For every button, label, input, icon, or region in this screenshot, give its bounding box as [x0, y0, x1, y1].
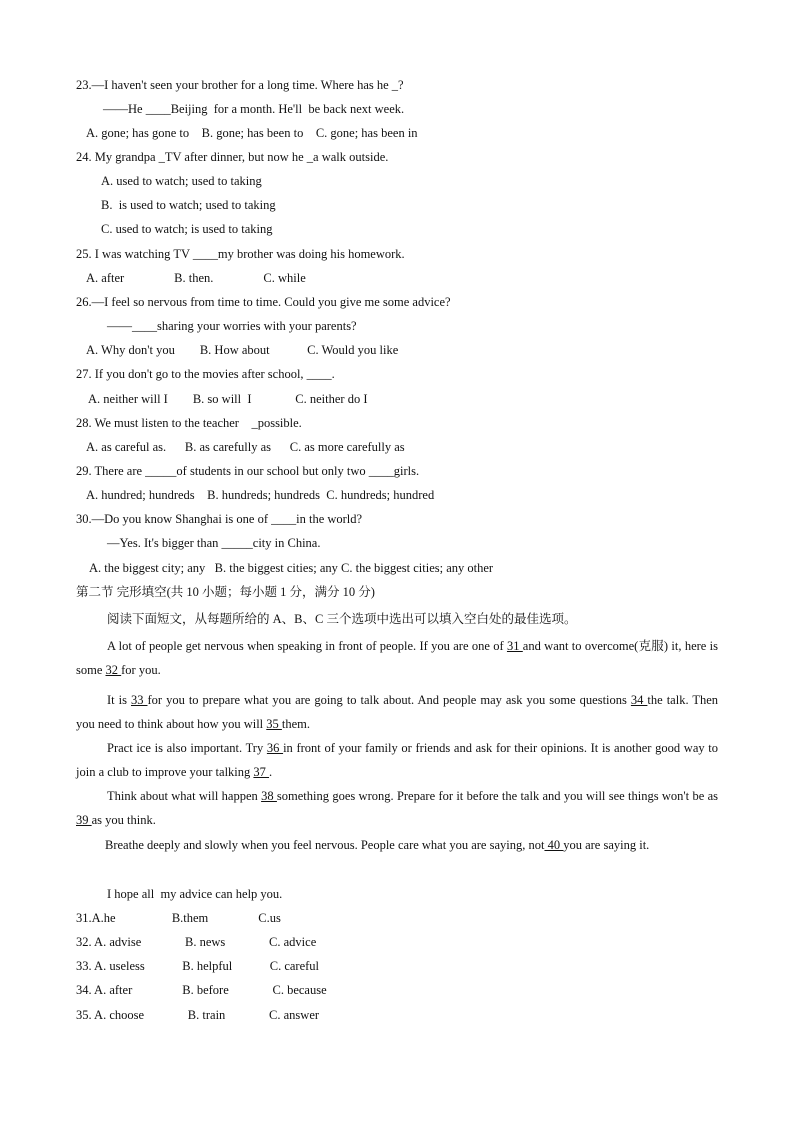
question-30-options: A. the biggest city; any B. the biggest cities; any C. the biggest cities; any other [89, 561, 494, 575]
blank-36: 36 [266, 741, 284, 755]
cloze-text: and want to overcome(克服) it, here is some [76, 639, 719, 677]
question-28-options: A. as careful as. B. as carefully as C. as more carefully as [86, 440, 405, 454]
question-29-stem: 29. There are _____of students in our school but only two ____girls. [76, 464, 420, 478]
question-24-option-c: C. used to watch; is used to taking [101, 222, 273, 236]
cloze-text: for you. [121, 663, 161, 677]
question-24-option-a: A. used to watch; used to taking [101, 174, 262, 188]
blank-38: 38 [261, 789, 277, 803]
cloze-paragraph-6: I hope all my advice can help you. [107, 887, 283, 901]
question-26-options: A. Why don't you B. How about C. Would you like [86, 343, 399, 357]
blank-39: 39 [76, 813, 92, 827]
blank-32: 32 [105, 663, 122, 677]
blank-34: 34 [630, 693, 648, 707]
cloze-text: for you to prepare what you are going to talk about. And people may ask you some questions [147, 693, 631, 707]
question-23-options: A. gone; has gone to B. gone; has been to C. gone; has been in [86, 126, 418, 140]
blank-40: 40 [544, 838, 564, 852]
cloze-text: the talk. Then you need to think about how you will [76, 693, 719, 731]
cloze-paragraph-1 [76, 634, 718, 682]
cloze-text: them. [281, 717, 311, 731]
blank-37: 37 [253, 765, 270, 779]
options-33: 33. A. useless B. helpful C. careful [76, 959, 320, 973]
question-23-reply: ——He ____Beijing for a month. He'll be back next week. [103, 102, 405, 116]
cloze-text: as you think. [91, 813, 156, 827]
question-28-stem: 28. We must listen to the teacher _possible. [76, 416, 302, 430]
cloze-text: . [269, 765, 273, 779]
question-24-option-b: B. is used to watch; used to taking [101, 198, 276, 212]
cloze-text: It is [107, 693, 131, 707]
cloze-text: Pract ice is also important. Try [107, 741, 267, 755]
options-32: 32. A. advise B. news C. advice [76, 935, 317, 949]
question-30-reply: —Yes. It's bigger than _____city in China. [107, 536, 321, 550]
question-27-options: A. neither will I B. so will I C. neither do I [88, 392, 368, 406]
question-24-stem: 24. My grandpa _TV after dinner, but now he _a walk outside. [76, 150, 389, 164]
cloze-text: you are saying it. [563, 838, 650, 852]
blank-35: 35 [266, 717, 282, 731]
question-29-options: A. hundred; hundreds B. hundreds; hundreds C. hundreds; hundred [86, 488, 435, 502]
options-34: 34. A. after B. before C. because [76, 983, 327, 997]
question-26-reply: ——____sharing your worries with your parents? [107, 319, 357, 333]
question-25-options: A. after B. then. C. while [86, 271, 306, 285]
cloze-text: A lot of people get nervous when speaking in front of people. If you are one of [107, 639, 507, 653]
question-25-stem: 25. I was watching TV ____my brother was doing his homework. [76, 247, 405, 261]
cloze-text: Breathe deeply and slowly when you feel nervous. People care what you are saying, not [105, 838, 545, 852]
question-26-stem: 26.—I feel so nervous from time to time. Could you give me some advice? [76, 295, 451, 309]
cloze-text: Think about what will happen [107, 789, 262, 803]
cloze-text: in front of your family or friends and ask for their opinions. It is another good way to join a club to improve your talking [76, 741, 719, 779]
options-31: 31.A.he B.them C.us [76, 911, 281, 925]
cloze-paragraph-4 [76, 784, 718, 832]
section-instruction: 阅读下面短文，从每题所给的 A、B、C 三个选项中选出可以填入空白处的最佳选项。 [107, 612, 577, 626]
section-heading: 第二节 完形填空(共 10 小题；每小题 1 分，满分 10 分) [76, 585, 375, 599]
options-35: 35. A. choose B. train C. answer [76, 1008, 320, 1022]
cloze-paragraph-3 [76, 736, 718, 784]
question-23-stem: 23.—I haven't seen your brother for a long time. Where has he _? [76, 78, 404, 92]
cloze-text: something goes wrong. Prepare for it before the talk and you will see things won't be as [276, 789, 718, 803]
blank-31: 31 [506, 639, 523, 653]
question-27-stem: 27. If you don't go to the movies after school, ____. [76, 367, 335, 381]
cloze-paragraph-2 [76, 688, 718, 736]
blank-33: 33 [130, 693, 148, 707]
cloze-paragraph-5 [76, 833, 718, 857]
question-30-stem: 30.—Do you know Shanghai is one of ____in the world? [76, 512, 363, 526]
